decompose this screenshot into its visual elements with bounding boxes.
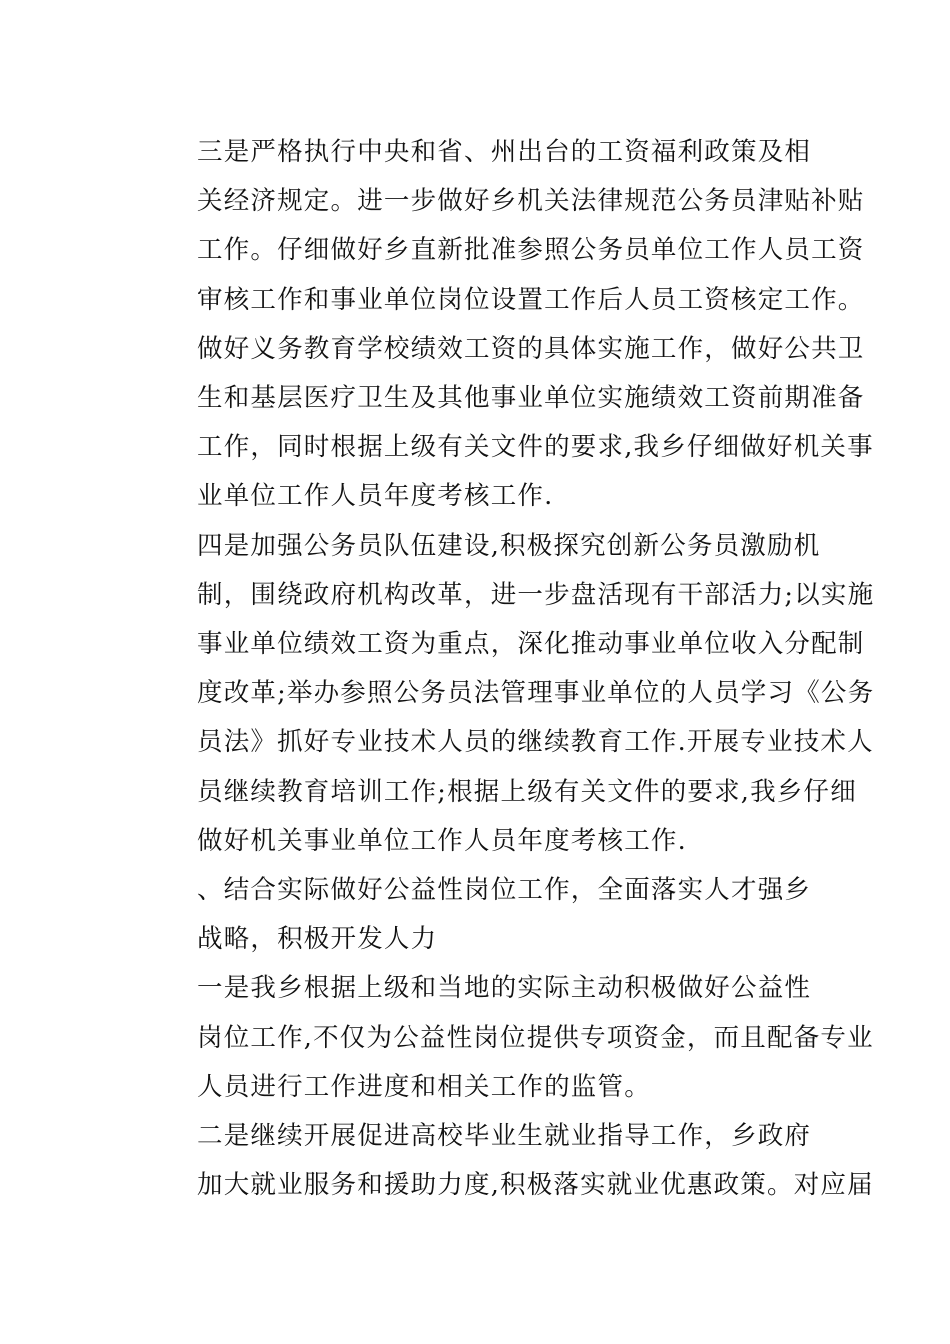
paragraph-3 xyxy=(146,866,810,964)
paragraph-line: 度改革;举办参照公务员法管理事业单位的人员学习《公务 xyxy=(197,678,875,709)
paragraph-line: 制，围绕政府机构改革，进一步盘活现有干部活力;以实施 xyxy=(197,579,875,610)
paragraph-line: 二是继续开展促进高校毕业生就业指导工作，乡政府 xyxy=(197,1121,812,1152)
paragraph-line: 业单位工作人员年度考核工作. xyxy=(197,481,554,512)
paragraph-5 xyxy=(146,1112,874,1210)
paragraph-line: 战略，积极开发人力 xyxy=(197,924,438,955)
paragraph-2 xyxy=(146,522,875,866)
paragraph-line: 审核工作和事业单位岗位设置工作后人员工资核定工作。 xyxy=(197,284,865,315)
paragraph-line: 生和基层医疗卫生及其他事业单位实施绩效工资前期准备 xyxy=(197,383,865,414)
paragraph-line: 、结合实际做好公益性岗位工作，全面落实人才强乡 xyxy=(197,875,812,906)
paragraph-line: 人员进行工作进度和相关工作的监管。 xyxy=(197,1071,651,1102)
paragraph-1 xyxy=(146,128,874,522)
paragraph-line: 岗位工作,不仅为公益性岗位提供专项资金，而且配备专业 xyxy=(197,1022,874,1053)
paragraph-line: 关经济规定。进一步做好乡机关法律规范公务员津贴补贴 xyxy=(197,186,865,217)
paragraph-line: 四是加强公务员队伍建设,积极探究创新公务员激励机 xyxy=(197,530,821,561)
paragraph-line: 三是严格执行中央和省、州出台的工资福利政策及相 xyxy=(197,137,812,167)
paragraph-line: 事业单位绩效工资为重点，深化推动事业单位收入分配制 xyxy=(197,629,865,660)
paragraph-line: 做好机关事业单位工作人员年度考核工作. xyxy=(197,825,687,856)
paragraph-line: 员继续教育培训工作;根据上级有关文件的要求,我乡仔细 xyxy=(197,776,857,807)
paragraph-line: 做好义务教育学校绩效工资的具体实施工作，做好公共卫 xyxy=(197,333,865,364)
document-body xyxy=(146,128,875,1210)
paragraph-line: 加大就业服务和援助力度,积极落实就业优惠政策。对应届 xyxy=(197,1170,874,1201)
paragraph-4 xyxy=(146,964,874,1112)
paragraph-line: 一是我乡根据上级和当地的实际主动积极做好公益性 xyxy=(197,973,812,1004)
paragraph-line: 工作。仔细做好乡直新批准参照公务员单位工作人员工资 xyxy=(197,235,865,266)
paragraph-line: 员法》抓好专业技术人员的继续教育工作.开展专业技术人 xyxy=(197,727,874,758)
paragraph-line: 工作，同时根据上级有关文件的要求,我乡仔细做好机关事 xyxy=(197,432,874,463)
